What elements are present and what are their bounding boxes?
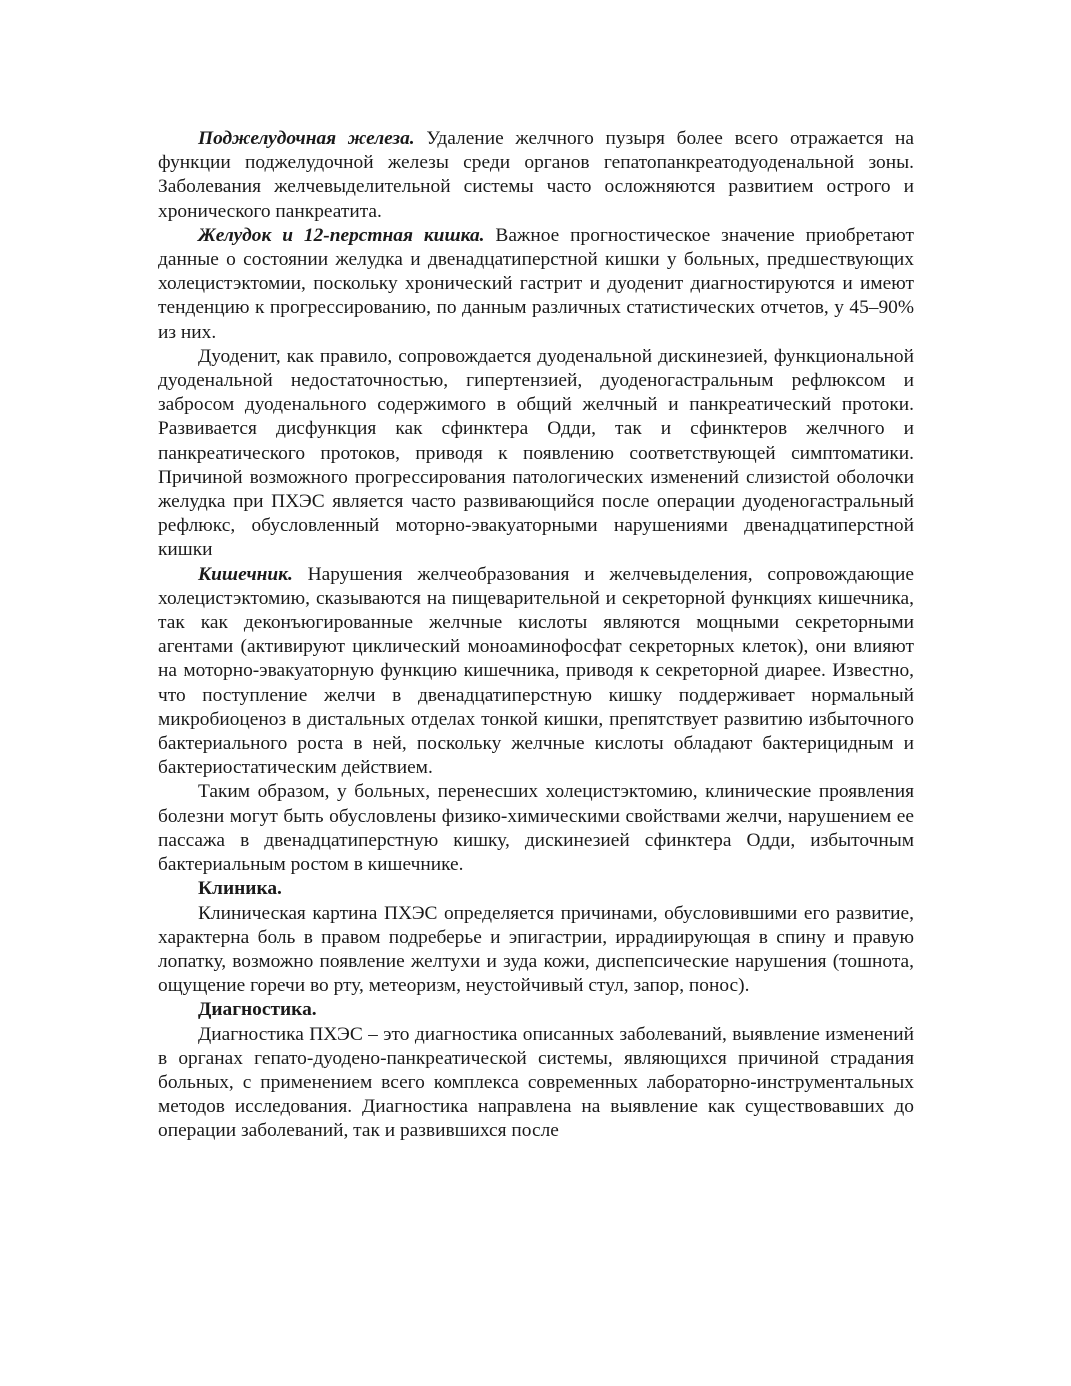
paragraph-text: Важное прогностическое значение приобретают данные о состоянии желудка и двенадцатиперстной кишки у больных, предшествующих холецистэктомии, поскольку хронический гастрит и дуоденит диагностируются и имеют тенденцию к прогрессированию, по данным различных статистических отчетов, у 45–90% из них. (158, 224, 914, 343)
paragraph-lead: Поджелудочная железа. (198, 128, 415, 149)
paragraph-duodenitis (158, 345, 914, 563)
section-heading-diagnostics: Диагностика. (198, 999, 317, 1021)
paragraph-text: Дуоденит, как правило, сопровождается дуоденальной дискинезией, функциональной дуоденальной недостаточностью, гипертензией, дуоденогастральным рефлюксом и забросом дуоденального содержимого в общий желчный и панкреатический протоки. Развивается дисфункция как сфинктера Одди, так и сфинктеров желчного и панкреатического протоков, приводя к появлению соответствующей симптоматики. Причиной возможного прогрессирования патологических изменений слизистой оболочки желудка при ПХЭС является часто развивающийся после операции дуоденогастральный рефлюкс, обусловленный моторно-эвакуаторными нарушениями двенадцатиперстной кишки (158, 345, 914, 561)
paragraph-text: Удаление желчного пузыря более всего отражается на функции поджелудочной железы среди органов гепатопанкреатодуоденальной зоны. Заболевания желчевыделительной системы часто осложняются развитием острого и хронического панкреатита. (158, 128, 914, 222)
paragraph-text: Таким образом, у больных, перенесших холецистэктомию, клинические проявления болезни могут быть обусловлены физико-химическими свойствами желчи, нарушением ее пассажа в двенадцатиперстную кишку, дискинезией сфинктера Одди, избыточным бактериальным ростом в кишечнике. (158, 781, 914, 876)
document-page (158, 127, 914, 1144)
paragraph-intestine (158, 563, 914, 781)
paragraph-summary (158, 780, 914, 877)
paragraph-diagnostics: Диагностика ПХЭС – это диагностика описанных заболеваний, выявление изменений в органах гепато-дуодено-панкреатической системы, являющихся причиной страдания больных, с применением всего комплекса современных лабораторно-инструментальных методов исследования. Диагностика направлена на выявление как существовавших до операции заболеваний, так и развившихся после (158, 1023, 914, 1142)
paragraph-lead: Желудок и 12-перстная кишка. (198, 224, 485, 246)
paragraph-text: Нарушения желчеобразования и желчевыделения, сопровождающие холецистэктомию, сказываются на пищеварительной и секреторной функциях кишечника, так как деконъюгированные желчные кислоты являются мощными секреторными агентами (активируют циклический моноаминофосфат секреторных клеток), они влияют на моторно-эвакуаторную функцию кишечника, приводя к секреторной диарее. Известно, что поступление желчи в двенадцатиперстную кишку поддерживает нормальный микробиоценоз в дистальных отделах тонкой кишки, препятствует развитию избыточного бактериального роста в ней, поскольку желчные кислоты обладают бактерицидным и бактериостатическим действием. (158, 563, 914, 779)
section-heading-clinic: Клиника. (198, 878, 282, 900)
paragraph-clinic: Клиническая картина ПХЭС определяется причинами, обусловившими его развитие, характерна боль в правом подреберье и эпигастрии, иррадиирующая в спину и правую лопатку, возможно появление желтухи и зуда кожи, диспепсические нарушения (тошнота, ощущение горечи во рту, метеоризм, неустойчивый стул, запор, понос). (158, 902, 914, 997)
paragraph-pancreas (158, 127, 914, 224)
paragraph-lead: Кишечник. (198, 563, 293, 585)
paragraph-stomach-duodenum (158, 224, 914, 345)
